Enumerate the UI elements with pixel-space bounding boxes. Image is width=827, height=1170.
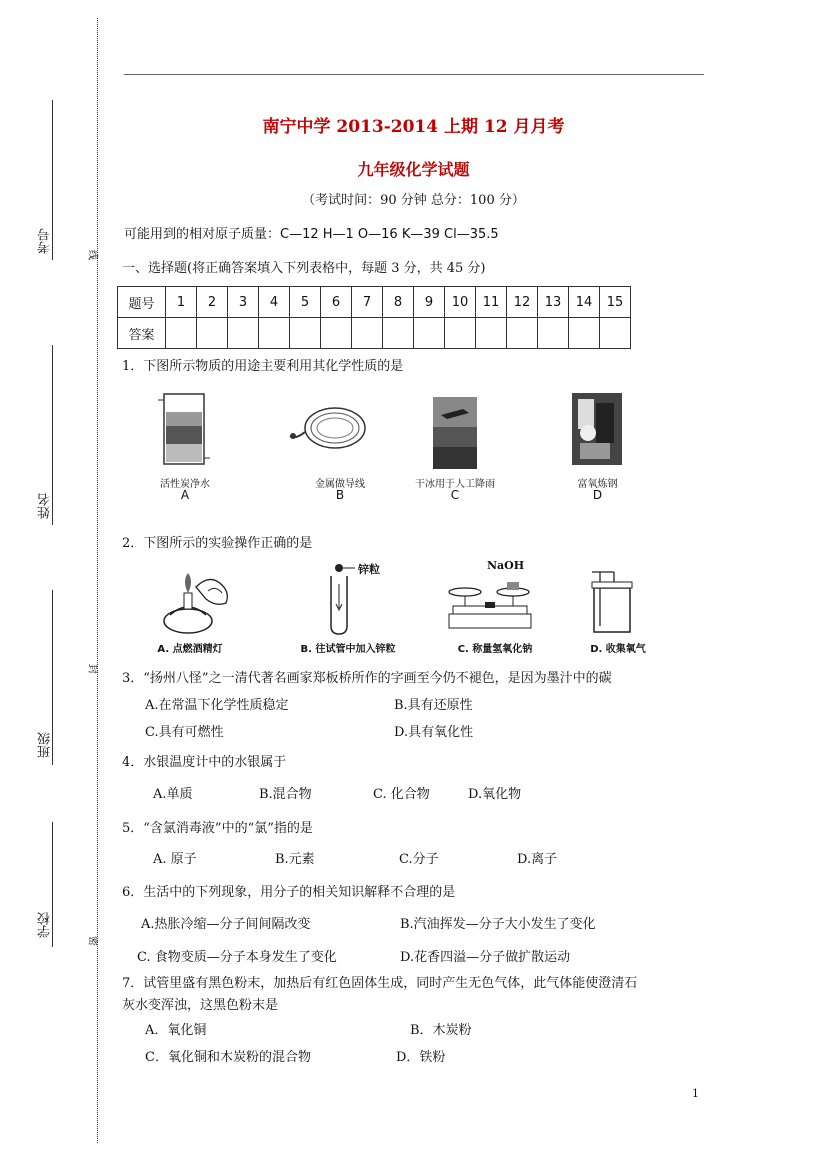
- q1-caption-c: 干冰用于人工降雨: [415, 479, 495, 490]
- q5-stem: 5．“含氯消毒液”中的“氯”指的是: [122, 821, 313, 836]
- question-number-cell: 1: [166, 287, 197, 318]
- question-number-cell: 3: [228, 287, 259, 318]
- answer-cell[interactable]: [538, 318, 569, 349]
- seal-word-line: 线: [88, 247, 99, 259]
- naoh-label: NaOH: [487, 559, 525, 572]
- q2-caption-c: C. 称量氢氧化钠: [457, 644, 533, 655]
- answer-cell[interactable]: [414, 318, 445, 349]
- school-field[interactable]: [52, 822, 53, 947]
- question-number-cell: 8: [383, 287, 414, 318]
- answer-cell[interactable]: [228, 318, 259, 349]
- q7-option-a: A．氧化铜: [145, 1023, 207, 1038]
- q6-option-d: D.花香四溢—分子做扩散运动: [400, 950, 571, 965]
- q7-stem-line-1: 7．试管里盛有黑色粉末，加热后有红色固体生成，同时产生无色气体，此气体能使澄清石: [122, 976, 638, 991]
- q7-option-d: D．铁粉: [396, 1050, 446, 1065]
- answer-cell[interactable]: [290, 318, 321, 349]
- question-number-cell: 14: [569, 287, 600, 318]
- q2-caption-a: A. 点燃酒精灯: [157, 644, 223, 655]
- oxygen-steelmaking-image: [572, 393, 622, 465]
- q6-option-b: B.汽油挥发—分子大小发生了变化: [400, 917, 596, 932]
- table-row-numbers: [118, 287, 631, 318]
- answer-cell[interactable]: [445, 318, 476, 349]
- answer-cell[interactable]: [476, 318, 507, 349]
- seal-word-secret: 密: [88, 933, 99, 945]
- q4-option-a: A.单质: [153, 787, 193, 802]
- q1-caption-d: 富氧炼钢: [577, 479, 618, 490]
- question-number-cell: 7: [352, 287, 383, 318]
- answer-cell[interactable]: [352, 318, 383, 349]
- q6-option-a: A.热胀冷缩—分子间间隔改变: [141, 917, 311, 932]
- answer-table: [117, 286, 631, 349]
- binding-dotted-line: [97, 18, 98, 1143]
- exam-info: （考试时间：90 分钟 总分：100 分）: [302, 193, 525, 208]
- seal-word-seal: 封: [88, 661, 99, 673]
- answer-cell[interactable]: [383, 318, 414, 349]
- answer-cell[interactable]: [321, 318, 352, 349]
- alcohol-lamp-image: [160, 563, 240, 638]
- q3-option-c: C.具有可燃性: [145, 725, 224, 740]
- table-answer-label: 答案: [118, 318, 166, 349]
- header-rule: [124, 74, 704, 75]
- question-number-cell: 4: [259, 287, 290, 318]
- margin-label-school: 学校: [38, 912, 53, 938]
- table-header-label: 题号: [118, 287, 166, 318]
- q1-caption-b: 金属做导线: [315, 479, 365, 490]
- margin-label-class: 班级: [38, 732, 53, 758]
- q5-option-d: D.离子: [517, 852, 558, 867]
- margin-label-exam-number: 考号: [38, 228, 53, 254]
- q2-stem: 2．下图所示的实验操作正确的是: [122, 536, 313, 551]
- q5-option-c: C.分子: [399, 852, 439, 867]
- answer-cell[interactable]: [197, 318, 228, 349]
- answer-cell[interactable]: [600, 318, 631, 349]
- activated-carbon-filter-image: [158, 390, 210, 468]
- exam-title: 南宁中学 2013-2014 上期 12 月月考: [262, 117, 565, 137]
- name-field[interactable]: [52, 345, 53, 525]
- metal-wire-image: [285, 400, 375, 460]
- q6-stem: 6．生活中的下列现象，用分子的相关知识解释不合理的是: [122, 885, 456, 900]
- question-number-cell: 11: [476, 287, 507, 318]
- q1-letter-b: B: [335, 488, 345, 502]
- atomic-masses: 可能用到的相对原子质量：C—12 H—1 O—16 K—39 Cl—35.5: [124, 227, 499, 242]
- question-number-cell: 10: [445, 287, 476, 318]
- answer-cell[interactable]: [569, 318, 600, 349]
- q1-letter-c: C: [450, 488, 460, 502]
- q3-option-d: D.具有氧化性: [394, 725, 474, 740]
- q1-stem: 1．下图所示物质的用途主要利用其化学性质的是: [122, 359, 404, 374]
- q4-option-b: B.混合物: [259, 787, 312, 802]
- page-number: 1: [692, 1087, 699, 1100]
- question-number-cell: 9: [414, 287, 445, 318]
- answer-cell[interactable]: [259, 318, 290, 349]
- q7-stem-line-2: 灰水变浑浊，这黑色粉末是: [122, 998, 279, 1013]
- q2-caption-b: B. 往试管中加入锌粒: [300, 644, 396, 655]
- q2-caption-d: D. 收集氧气: [590, 644, 646, 655]
- q3-stem: 3．“扬州八怪”之一清代著名画家郑板桥所作的字画至今仍不褪色，是因为墨汁中的碳: [122, 671, 612, 686]
- dry-ice-rain-image: [433, 397, 477, 469]
- question-number-cell: 12: [507, 287, 538, 318]
- q1-letter-d: D: [592, 488, 603, 502]
- question-number-cell: 13: [538, 287, 569, 318]
- q4-option-c: C. 化合物: [373, 787, 430, 802]
- q7-option-b: B．木炭粉: [410, 1023, 472, 1038]
- answer-cell[interactable]: [166, 318, 197, 349]
- question-number-cell: 2: [197, 287, 228, 318]
- q6-option-c: C. 食物变质—分子本身发生了变化: [137, 950, 337, 965]
- q4-stem: 4．水银温度计中的水银属于: [122, 755, 287, 770]
- gas-collection-bottle-image: [590, 566, 634, 636]
- section-heading: 一、选择题(将正确答案填入下列表格中，每题 3 分，共 45 分): [122, 261, 486, 276]
- q5-option-b: B.元素: [275, 852, 315, 867]
- table-row-answers: [118, 318, 631, 349]
- zinc-label: 锌粒: [358, 563, 380, 576]
- q1-caption-a: 活性炭净水: [160, 479, 210, 490]
- q3-option-a: A.在常温下化学性质稳定: [145, 698, 289, 713]
- q7-option-c: C．氧化铜和木炭粉的混合物: [145, 1050, 311, 1065]
- margin-label-name: 姓名: [38, 493, 53, 519]
- class-field[interactable]: [52, 590, 53, 765]
- answer-cell[interactable]: [507, 318, 538, 349]
- q5-option-a: A. 原子: [153, 852, 197, 867]
- q3-option-b: B.具有还原性: [394, 698, 473, 713]
- question-number-cell: 5: [290, 287, 321, 318]
- question-number-cell: 15: [600, 287, 631, 318]
- question-number-cell: 6: [321, 287, 352, 318]
- exam-subtitle: 九年级化学试题: [357, 160, 470, 179]
- q4-option-d: D.氧化物: [468, 787, 522, 802]
- balance-image: [445, 572, 535, 632]
- q1-letter-a: A: [180, 488, 190, 502]
